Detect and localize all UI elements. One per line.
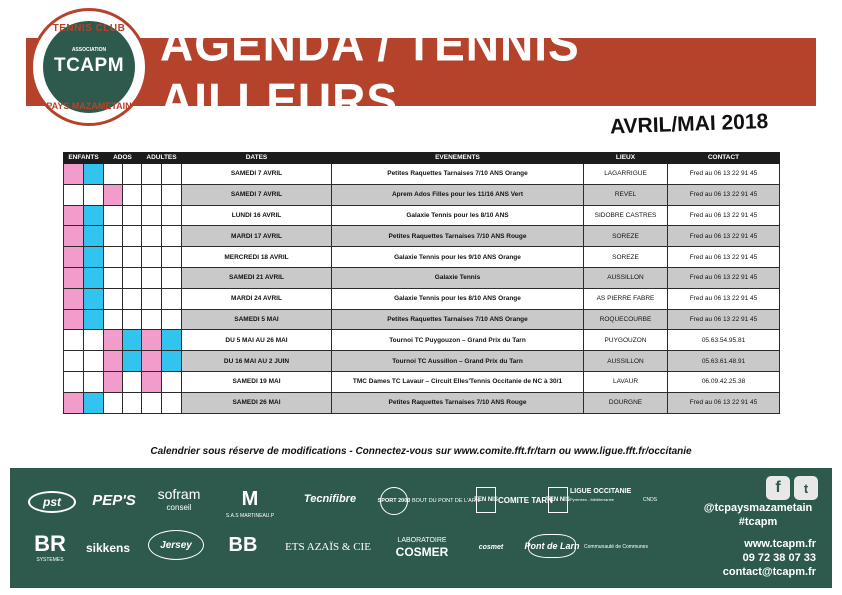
category-flag-cell xyxy=(162,288,182,309)
date-cell: MARDI 17 AVRIL xyxy=(182,226,332,247)
category-flag-cell xyxy=(142,164,162,185)
table-header-row xyxy=(64,153,780,164)
contact-cell: Fred au 06 13 22 91 45 xyxy=(668,288,780,309)
lieu-cell: REVEL xyxy=(584,184,668,205)
table-row xyxy=(64,247,780,268)
agenda-table xyxy=(63,152,780,414)
contact-cell: Fred au 06 13 22 91 45 xyxy=(668,267,780,288)
sponsor-bb-logo: BB xyxy=(228,533,258,556)
contact-cell: Fred au 06 13 22 91 45 xyxy=(668,205,780,226)
category-flag-cell xyxy=(162,205,182,226)
sponsor-tecnifibre-logo: Tecnifibre xyxy=(303,493,357,505)
category-flag-cell xyxy=(84,267,104,288)
category-flag-cell xyxy=(84,164,104,185)
category-flag-cell xyxy=(64,392,84,413)
event-cell: Galaxie Tennis pour les 8/10 ANS Orange xyxy=(332,288,584,309)
sponsor-br-sub: SYSTEMES xyxy=(36,557,64,563)
table-row xyxy=(64,205,780,226)
contact-website[interactable]: www.tcapm.fr xyxy=(744,538,816,550)
category-flag-cell xyxy=(104,164,123,185)
contact-cell: Fred au 06 13 22 91 45 xyxy=(668,247,780,268)
event-cell: Galaxie Tennis xyxy=(332,267,584,288)
date-cell: SAMEDI 21 AVRIL xyxy=(182,267,332,288)
category-flag-cell xyxy=(64,164,84,185)
date-cell: SAMEDI 26 MAI xyxy=(182,392,332,413)
logo-top-text: TENNIS CLUB xyxy=(52,23,126,34)
category-flag-cell xyxy=(142,184,162,205)
date-cell: SAMEDI 7 AVRIL xyxy=(182,164,332,185)
logo-assoc-text: ASSOCIATION xyxy=(71,47,107,53)
logo-bottom-text: PAYS MAZAMETAIN xyxy=(46,101,132,111)
category-flag-cell xyxy=(162,330,182,351)
category-flag-cell xyxy=(162,226,182,247)
header-adultes: ADULTES xyxy=(142,153,182,164)
lieu-cell: AUSSILLON xyxy=(584,267,668,288)
category-flag-cell xyxy=(142,247,162,268)
table-row xyxy=(64,330,780,351)
sponsor-peps-logo: PEP'S xyxy=(92,491,136,509)
social-handle[interactable]: @tcpaysmazametain xyxy=(703,502,813,514)
table-row xyxy=(64,184,780,205)
sponsor-sofram-sub: conseil xyxy=(166,502,192,512)
header-lieux: LIEUX xyxy=(584,153,668,164)
header-enfants: ENFANTS xyxy=(64,153,104,164)
category-flag-cell xyxy=(64,371,84,392)
category-flag-cell xyxy=(123,371,142,392)
sponsor-sport2000-logo: SPORT 2000 xyxy=(380,487,408,515)
category-flag-cell xyxy=(104,247,123,268)
category-flag-cell xyxy=(142,309,162,330)
sponsor-br-logo: BR xyxy=(34,531,66,556)
sponsor-pont-de-larn-logo: Pont de Larn xyxy=(528,534,576,558)
table-row xyxy=(64,371,780,392)
category-flag-cell xyxy=(104,205,123,226)
category-flag-cell xyxy=(104,330,123,351)
header-contact: CONTACT xyxy=(668,153,780,164)
category-flag-cell xyxy=(142,330,162,351)
sponsor-martineau-sub: S.A.S MARTINEAU.P xyxy=(225,513,275,519)
header-dates: DATES xyxy=(182,153,332,164)
category-flag-cell xyxy=(162,392,182,413)
category-flag-cell xyxy=(64,288,84,309)
category-flag-cell xyxy=(84,371,104,392)
category-flag-cell xyxy=(162,267,182,288)
event-cell: Petites Raquettes Tarnaises 7/10 ANS Orange xyxy=(332,164,584,185)
date-cell: LUNDI 16 AVRIL xyxy=(182,205,332,226)
category-flag-cell xyxy=(84,205,104,226)
contact-cell: Fred au 06 13 22 91 45 xyxy=(668,309,780,330)
event-cell: Petites Raquettes Tarnaises 7/10 ANS Orange xyxy=(332,309,584,330)
header-evenements: EVENEMENTS xyxy=(332,153,584,164)
event-cell: TMC Dames TC Lavaur – Circuit Elles'Tennis Occitanie de NC à 30/1 xyxy=(332,371,584,392)
sponsor-comite-logo: COMITE TARN xyxy=(498,495,553,505)
category-flag-cell xyxy=(104,184,123,205)
lieu-cell: DOURGNE xyxy=(584,392,668,413)
category-flag-cell xyxy=(142,226,162,247)
contact-cell: 06.09.42.25.38 xyxy=(668,371,780,392)
table-row xyxy=(64,309,780,330)
contact-email[interactable]: contact@tcapm.fr xyxy=(722,566,816,578)
category-flag-cell xyxy=(64,351,84,372)
sponsor-comite-tennis-icon: TEN NIS xyxy=(476,487,496,513)
sponsor-azais-logo: ETS AZAÏS & CIE xyxy=(285,541,371,553)
sponsor-ligue-tennis-icon: TEN NIS xyxy=(548,487,568,513)
social-hashtag[interactable]: #tcapm xyxy=(738,516,778,528)
category-flag-cell xyxy=(64,309,84,330)
category-flag-cell xyxy=(162,351,182,372)
category-flag-cell xyxy=(123,392,142,413)
category-flag-cell xyxy=(142,205,162,226)
category-flag-cell xyxy=(104,309,123,330)
contact-cell: Fred au 06 13 22 91 45 xyxy=(668,392,780,413)
lieu-cell: ROQUECOURBE xyxy=(584,309,668,330)
lieu-cell: AS PIERRE FABRE xyxy=(584,288,668,309)
category-flag-cell xyxy=(104,351,123,372)
event-cell: Galaxie Tennis pour les 8/10 ANS xyxy=(332,205,584,226)
lieu-cell: SIDOBRE CASTRES xyxy=(584,205,668,226)
facebook-icon[interactable]: f xyxy=(766,476,790,500)
date-cell: SAMEDI 19 MAI xyxy=(182,371,332,392)
contact-cell: 05.63.54.95.81 xyxy=(668,330,780,351)
sponsor-cc-logo: Communauté de Communes xyxy=(584,544,648,550)
category-flag-cell xyxy=(123,309,142,330)
lieu-cell: LAVAUR xyxy=(584,371,668,392)
category-flag-cell xyxy=(104,288,123,309)
category-flag-cell xyxy=(123,351,142,372)
category-flag-cell xyxy=(64,330,84,351)
sponsor-sport2000-side: BOUT DU PONT DE L'ARN xyxy=(412,497,480,504)
contact-cell: 05.63.61.48.91 xyxy=(668,351,780,372)
category-flag-cell xyxy=(162,164,182,185)
date-cell: SAMEDI 5 MAI xyxy=(182,309,332,330)
event-cell: Petites Raquettes Tarnaises 7/10 ANS Rouge xyxy=(332,226,584,247)
category-flag-cell xyxy=(123,184,142,205)
event-cell: Galaxie Tennis pour les 9/10 ANS Orange xyxy=(332,247,584,268)
period-label: AVRIL/MAI 2018 xyxy=(609,109,769,139)
table-row xyxy=(64,392,780,413)
category-flag-cell xyxy=(104,392,123,413)
category-flag-cell xyxy=(142,371,162,392)
event-cell: Tournoi TC Aussillon – Grand Prix du Tarn xyxy=(332,351,584,372)
category-flag-cell xyxy=(64,247,84,268)
category-flag-cell xyxy=(162,309,182,330)
date-cell: SAMEDI 7 AVRIL xyxy=(182,184,332,205)
sponsor-sofram-logo: sofram xyxy=(157,486,201,502)
contact-cell: Fred au 06 13 22 91 45 xyxy=(668,164,780,185)
lieu-cell: AUSSILLON xyxy=(584,351,668,372)
table-row xyxy=(64,267,780,288)
header-ados: ADOS xyxy=(104,153,142,164)
event-cell: Petites Raquettes Tarnaises 7/10 ANS Rouge xyxy=(332,392,584,413)
sponsor-sikkens-logo: sikkens xyxy=(85,541,131,555)
sponsor-ligue-sub: Pyrénées - Méditerranée xyxy=(570,497,615,502)
lieu-cell: SOREZE xyxy=(584,226,668,247)
category-flag-cell xyxy=(123,288,142,309)
club-logo xyxy=(30,8,148,126)
date-cell: MERCREDI 18 AVRIL xyxy=(182,247,332,268)
twitter-icon[interactable]: t xyxy=(794,476,818,500)
category-flag-cell xyxy=(84,351,104,372)
category-flag-cell xyxy=(123,247,142,268)
sponsor-cosmer-logo: COSMER xyxy=(395,545,449,559)
sponsor-cosmer-top: LABORATOIRE xyxy=(397,536,447,544)
table-row xyxy=(64,164,780,185)
category-flag-cell xyxy=(64,205,84,226)
disclaimer-text: Calendrier sous réserve de modifications - Connectez-vous sur www.comite.fft.fr/tarn ou www.ligue.fft.fr/occitanie xyxy=(150,446,692,457)
category-flag-cell xyxy=(84,184,104,205)
category-flag-cell xyxy=(64,267,84,288)
sponsor-ligue-logo xyxy=(570,488,632,514)
category-flag-cell xyxy=(162,371,182,392)
category-flag-cell xyxy=(123,205,142,226)
date-cell: DU 16 MAI AU 2 JUIN xyxy=(182,351,332,372)
sponsor-martineau-logo: M xyxy=(241,487,259,510)
category-flag-cell xyxy=(142,392,162,413)
agenda-body xyxy=(64,164,780,414)
category-flag-cell xyxy=(123,226,142,247)
category-flag-cell xyxy=(123,267,142,288)
category-flag-cell xyxy=(84,309,104,330)
sponsor-cnds-logo: CNDS xyxy=(642,497,658,503)
page-title: AGENDA / TENNIS AILLEURS xyxy=(160,16,580,128)
category-flag-cell xyxy=(142,351,162,372)
category-flag-cell xyxy=(84,392,104,413)
category-flag-cell xyxy=(104,371,123,392)
category-flag-cell xyxy=(84,288,104,309)
contact-cell: Fred au 06 13 22 91 45 xyxy=(668,226,780,247)
category-flag-cell xyxy=(123,330,142,351)
sponsor-pst-logo: pst xyxy=(28,491,76,513)
category-flag-cell xyxy=(104,267,123,288)
contact-cell: Fred au 06 13 22 91 45 xyxy=(668,184,780,205)
table-row xyxy=(64,226,780,247)
sponsor-jersey-logo: Jersey xyxy=(148,530,204,560)
sponsor-ligue-name: LIGUE OCCITANIE xyxy=(570,488,632,495)
category-flag-cell xyxy=(64,226,84,247)
event-cell: Tournoi TC Puygouzon – Grand Prix du Tarn xyxy=(332,330,584,351)
lieu-cell: PUYGOUZON xyxy=(584,330,668,351)
category-flag-cell xyxy=(142,267,162,288)
logo-name-text: TCAPM xyxy=(53,55,125,76)
category-flag-cell xyxy=(162,247,182,268)
table-row xyxy=(64,351,780,372)
category-flag-cell xyxy=(104,226,123,247)
event-cell: Aprem Ados Filles pour les 11/16 ANS Vert xyxy=(332,184,584,205)
category-flag-cell xyxy=(84,330,104,351)
contact-phone[interactable]: 09 72 38 07 33 xyxy=(742,552,816,564)
category-flag-cell xyxy=(123,164,142,185)
category-flag-cell xyxy=(162,184,182,205)
category-flag-cell xyxy=(84,226,104,247)
table-row xyxy=(64,288,780,309)
sponsor-cosmet-logo: cosmet xyxy=(478,543,504,551)
category-flag-cell xyxy=(84,247,104,268)
lieu-cell: LAGARRIGUE xyxy=(584,164,668,185)
date-cell: MARDI 24 AVRIL xyxy=(182,288,332,309)
date-cell: DU 5 MAI AU 26 MAI xyxy=(182,330,332,351)
category-flag-cell xyxy=(142,288,162,309)
lieu-cell: SOREZE xyxy=(584,247,668,268)
category-flag-cell xyxy=(64,184,84,205)
